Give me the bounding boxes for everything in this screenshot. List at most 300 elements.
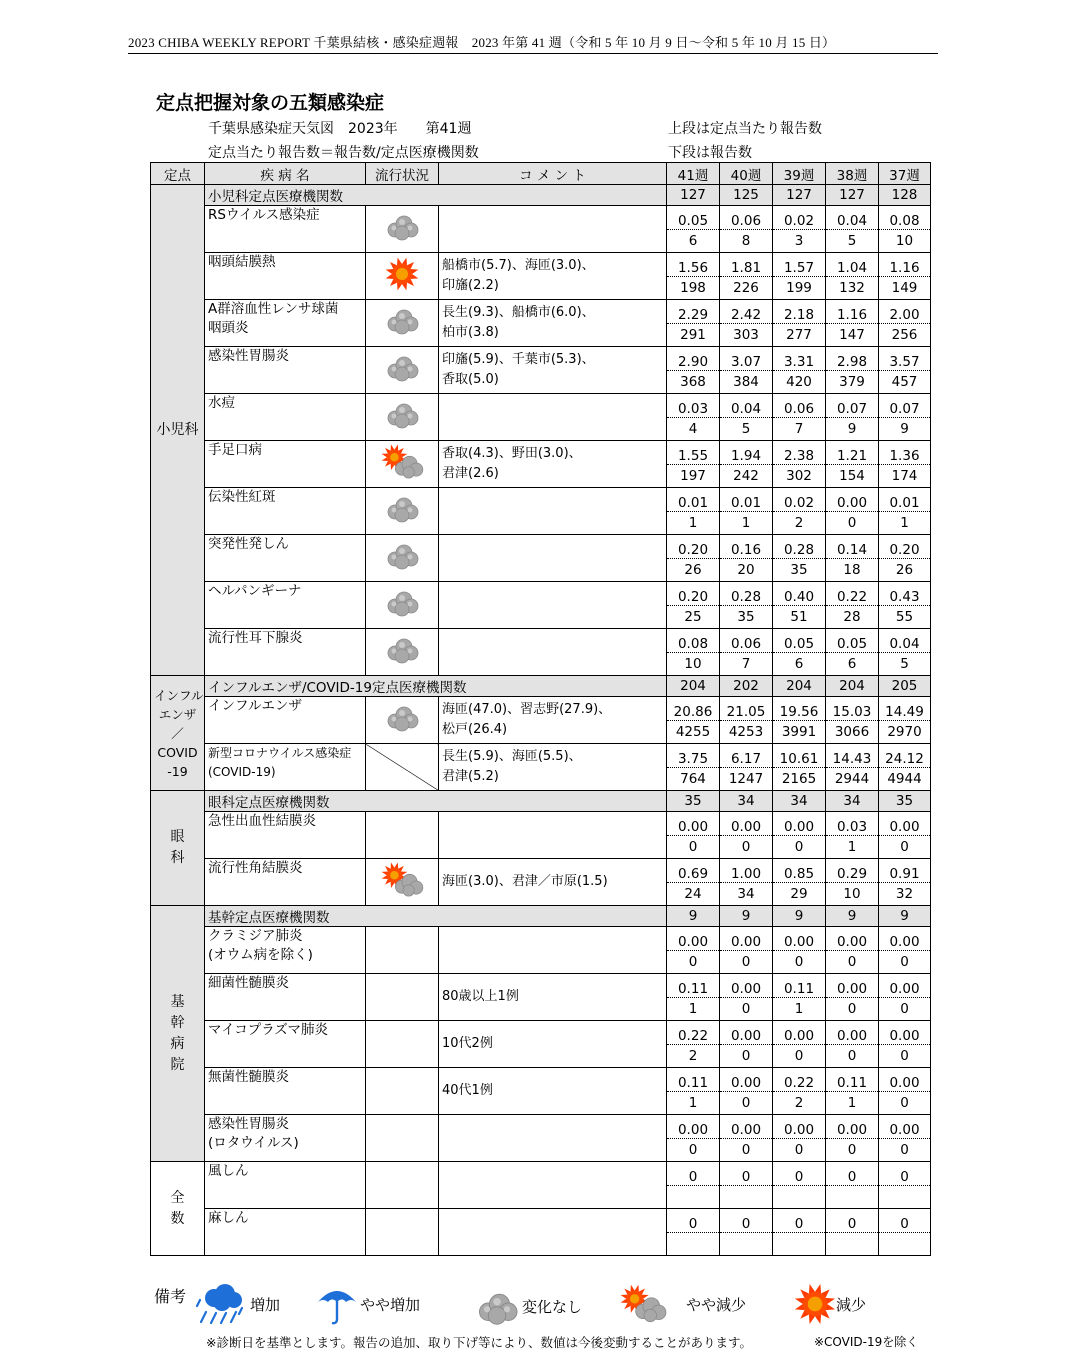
disease-row bbox=[151, 859, 931, 883]
rate-value: 1.56 bbox=[667, 253, 720, 277]
facility-count: 127 bbox=[826, 185, 879, 206]
count-value: 242 bbox=[720, 465, 773, 488]
count-value: 5 bbox=[879, 653, 931, 676]
count-value: 2 bbox=[773, 512, 826, 535]
rate-value: 14.43 bbox=[826, 744, 879, 768]
cloud-icon bbox=[382, 538, 422, 578]
disease-name: RSウイルス感染症 bbox=[208, 207, 320, 223]
comment-text: 印旛(5.9)、千葉市(5.3)、 bbox=[442, 352, 595, 367]
rate-value: 1.04 bbox=[826, 253, 879, 277]
disease-name-cell bbox=[205, 394, 366, 441]
count-value: 0 bbox=[826, 1139, 879, 1162]
legend-text: 減少 bbox=[836, 1296, 867, 1314]
disease-name: (オウム病を除く) bbox=[208, 947, 313, 963]
rate-value: 0.03 bbox=[826, 812, 879, 836]
count-value: 3991 bbox=[773, 721, 826, 744]
status-cell bbox=[366, 300, 439, 347]
rate-value: 0.06 bbox=[720, 206, 773, 230]
count-value: 2970 bbox=[879, 721, 931, 744]
count-value: 384 bbox=[720, 371, 773, 394]
rate-value: 0.22 bbox=[667, 1021, 720, 1045]
facility-count: 34 bbox=[773, 791, 826, 812]
rate-value: 0.00 bbox=[879, 1115, 931, 1139]
count-value bbox=[879, 1186, 931, 1209]
disease-row bbox=[151, 974, 931, 998]
col-header-status: 流行状況 bbox=[366, 163, 439, 185]
category-text: 基 幹 病 院 bbox=[170, 993, 185, 1073]
count-value bbox=[773, 1233, 826, 1256]
legend-text: やや減少 bbox=[686, 1296, 747, 1314]
col-header-teiten: 定点 bbox=[151, 163, 205, 185]
count-value: 20 bbox=[720, 559, 773, 582]
count-value: 7 bbox=[773, 418, 826, 441]
comment-cell bbox=[439, 859, 667, 906]
count-value: 10 bbox=[879, 230, 931, 253]
category-text: 全 数 bbox=[170, 1189, 185, 1227]
rate-value: 0.01 bbox=[879, 488, 931, 512]
sun-cloud-icon bbox=[618, 1282, 668, 1330]
col-header-week: 40週 bbox=[720, 163, 773, 185]
disease-name: 細菌性髄膜炎 bbox=[208, 975, 289, 991]
comment-text: 君津(5.2) bbox=[442, 769, 499, 784]
rate-value: 0.00 bbox=[667, 1115, 720, 1139]
rate-value: 1.16 bbox=[826, 300, 879, 324]
rate-value: 0.02 bbox=[773, 206, 826, 230]
rate-value: 2.00 bbox=[879, 300, 931, 324]
rate-value: 0.05 bbox=[826, 629, 879, 653]
count-value: 0 bbox=[720, 1139, 773, 1162]
cloud-icon bbox=[472, 1286, 522, 1334]
status-cell bbox=[366, 347, 439, 394]
count-value: 147 bbox=[826, 324, 879, 347]
comment-cell bbox=[439, 347, 667, 394]
rate-value: 0.00 bbox=[773, 812, 826, 836]
status-cell bbox=[366, 394, 439, 441]
rate-value: 0 bbox=[720, 1162, 773, 1186]
rate-value: 0.20 bbox=[879, 535, 931, 559]
count-value: 198 bbox=[667, 277, 720, 300]
disease-row bbox=[151, 488, 931, 512]
facility-count-row bbox=[151, 676, 931, 697]
rate-value: 0.00 bbox=[720, 974, 773, 998]
facility-count: 9 bbox=[879, 906, 931, 927]
comment-cell bbox=[439, 206, 667, 253]
rate-value: 0.00 bbox=[773, 927, 826, 951]
rate-value: 0.00 bbox=[667, 812, 720, 836]
rate-value: 0.07 bbox=[879, 394, 931, 418]
subtitle-lower-row: 下段は報告数 bbox=[668, 145, 752, 161]
count-value: 0 bbox=[879, 951, 931, 974]
disease-name-cell bbox=[205, 1162, 366, 1209]
rate-value: 3.31 bbox=[773, 347, 826, 371]
rate-value: 0.00 bbox=[879, 1068, 931, 1092]
disease-row bbox=[151, 1115, 931, 1139]
subtitle-weather-map: 千葉県感染症天気図 2023年 第41週 bbox=[208, 121, 472, 137]
count-value: 35 bbox=[773, 559, 826, 582]
count-value: 0 bbox=[720, 1092, 773, 1115]
disease-name: クラミジア肺炎 bbox=[208, 928, 303, 944]
rate-value: 1.16 bbox=[879, 253, 931, 277]
disease-row bbox=[151, 927, 931, 951]
count-value: 0 bbox=[773, 1045, 826, 1068]
rate-value: 0 bbox=[773, 1209, 826, 1233]
count-value: 302 bbox=[773, 465, 826, 488]
count-value: 28 bbox=[826, 606, 879, 629]
rate-value: 0.00 bbox=[826, 974, 879, 998]
rate-value: 0.00 bbox=[879, 927, 931, 951]
rate-value: 2.18 bbox=[773, 300, 826, 324]
disease-name: 感染性胃腸炎 bbox=[208, 348, 289, 364]
facility-count: 204 bbox=[773, 676, 826, 697]
count-value: 457 bbox=[879, 371, 931, 394]
surveillance-table bbox=[150, 162, 931, 1256]
count-value: 1 bbox=[667, 998, 720, 1021]
disease-name: ヘルパンギーナ bbox=[208, 583, 302, 599]
status-cell bbox=[366, 697, 439, 744]
rate-value: 0.00 bbox=[826, 927, 879, 951]
comment-cell bbox=[439, 697, 667, 744]
rate-value: 0.69 bbox=[667, 859, 720, 883]
comment-cell bbox=[439, 1209, 667, 1256]
disease-name-cell bbox=[205, 441, 366, 488]
count-value: 0 bbox=[826, 512, 879, 535]
count-value: 1 bbox=[773, 998, 826, 1021]
count-value: 6 bbox=[667, 230, 720, 253]
rate-value: 21.05 bbox=[720, 697, 773, 721]
disease-row bbox=[151, 1209, 931, 1233]
rate-value: 0.28 bbox=[720, 582, 773, 606]
count-value: 25 bbox=[667, 606, 720, 629]
facility-label: 小児科定点医療機関数 bbox=[205, 185, 667, 206]
count-value: 5 bbox=[826, 230, 879, 253]
count-value: 9 bbox=[879, 418, 931, 441]
disease-name-cell bbox=[205, 253, 366, 300]
legend-text: 変化なし bbox=[522, 1298, 583, 1316]
count-value: 18 bbox=[826, 559, 879, 582]
legend-label: 備考 bbox=[154, 1287, 187, 1306]
disease-name-cell bbox=[205, 629, 366, 676]
disease-name-cell bbox=[205, 744, 366, 791]
rate-value: 0 bbox=[720, 1209, 773, 1233]
facility-count-row bbox=[151, 906, 931, 927]
col-header-disease: 疾 病 名 bbox=[205, 163, 366, 185]
count-value bbox=[720, 1233, 773, 1256]
category-label bbox=[151, 791, 205, 906]
comment-cell bbox=[439, 744, 667, 791]
facility-count: 125 bbox=[720, 185, 773, 206]
count-value: 4255 bbox=[667, 721, 720, 744]
count-value: 0 bbox=[826, 951, 879, 974]
comment-cell bbox=[439, 582, 667, 629]
comment-text: 印旛(2.2) bbox=[442, 278, 499, 293]
rate-value: 0.01 bbox=[720, 488, 773, 512]
comment-cell bbox=[439, 441, 667, 488]
count-value: 154 bbox=[826, 465, 879, 488]
rate-value: 0.00 bbox=[720, 1115, 773, 1139]
footnote-covid: ※COVID-19を除く bbox=[814, 1335, 919, 1349]
comment-text: 長生(9.3)、船橋市(6.0)、 bbox=[442, 305, 595, 320]
rate-value: 0.00 bbox=[826, 488, 879, 512]
rate-value: 20.86 bbox=[667, 697, 720, 721]
count-value: 1247 bbox=[720, 768, 773, 791]
status-cell bbox=[366, 206, 439, 253]
count-value: 368 bbox=[667, 371, 720, 394]
facility-label: 眼科定点医療機関数 bbox=[205, 791, 667, 812]
disease-row bbox=[151, 394, 931, 418]
count-value: 0 bbox=[720, 836, 773, 859]
count-value: 4253 bbox=[720, 721, 773, 744]
disease-name: 風しん bbox=[208, 1163, 249, 1179]
rate-value: 0 bbox=[826, 1162, 879, 1186]
count-value: 3 bbox=[773, 230, 826, 253]
facility-count: 128 bbox=[879, 185, 931, 206]
facility-count: 127 bbox=[773, 185, 826, 206]
disease-name-cell bbox=[205, 535, 366, 582]
col-header-week: 41週 bbox=[667, 163, 720, 185]
disease-name: (ロタウイルス) bbox=[208, 1135, 299, 1151]
comment-cell bbox=[439, 812, 667, 859]
rate-value: 2.29 bbox=[667, 300, 720, 324]
disease-row bbox=[151, 253, 931, 277]
disease-row bbox=[151, 582, 931, 606]
disease-name: マイコプラズマ肺炎 bbox=[208, 1022, 329, 1038]
disease-name: 新型コロナウイルス感染症 bbox=[208, 746, 352, 760]
disease-name-cell bbox=[205, 812, 366, 859]
disease-name: 感染性胃腸炎 bbox=[208, 1116, 289, 1132]
count-value: 256 bbox=[879, 324, 931, 347]
rate-value: 0.06 bbox=[720, 629, 773, 653]
status-cell bbox=[366, 1209, 439, 1256]
rate-value: 0.07 bbox=[826, 394, 879, 418]
count-value: 132 bbox=[826, 277, 879, 300]
sun-icon bbox=[790, 1282, 840, 1330]
subtitle-upper-row: 上段は定点当たり報告数 bbox=[668, 121, 822, 137]
category-label bbox=[151, 906, 205, 1162]
disease-name-cell bbox=[205, 1115, 366, 1162]
comment-cell bbox=[439, 629, 667, 676]
count-value: 2 bbox=[667, 1045, 720, 1068]
rate-value: 1.21 bbox=[826, 441, 879, 465]
comment-text: 香取(5.0) bbox=[442, 372, 499, 387]
rate-value: 0.28 bbox=[773, 535, 826, 559]
rate-value: 3.75 bbox=[667, 744, 720, 768]
category-label bbox=[151, 185, 205, 676]
count-value: 0 bbox=[879, 1139, 931, 1162]
rate-value: 0.22 bbox=[773, 1068, 826, 1092]
rate-value: 0 bbox=[826, 1209, 879, 1233]
cloud-icon bbox=[382, 397, 422, 437]
count-value: 6 bbox=[826, 653, 879, 676]
rate-value: 0.00 bbox=[826, 1115, 879, 1139]
status-cell bbox=[366, 744, 439, 791]
count-value: 2 bbox=[773, 1092, 826, 1115]
rate-value: 2.42 bbox=[720, 300, 773, 324]
disease-name-cell bbox=[205, 1209, 366, 1256]
status-cell bbox=[366, 488, 439, 535]
count-value: 0 bbox=[720, 1045, 773, 1068]
subtitle-formula: 定点当たり報告数＝報告数/定点医療機関数 bbox=[208, 145, 479, 161]
rate-value: 0.00 bbox=[720, 812, 773, 836]
facility-count: 205 bbox=[879, 676, 931, 697]
rate-value: 0.91 bbox=[879, 859, 931, 883]
count-value: 1 bbox=[720, 512, 773, 535]
count-value: 764 bbox=[667, 768, 720, 791]
facility-count: 9 bbox=[720, 906, 773, 927]
rate-value: 2.90 bbox=[667, 347, 720, 371]
rate-value: 0.14 bbox=[826, 535, 879, 559]
rate-value: 1.00 bbox=[720, 859, 773, 883]
sun-cloud-icon bbox=[377, 862, 427, 902]
disease-name: 急性出血性結膜炎 bbox=[208, 813, 316, 829]
facility-count-row bbox=[151, 185, 931, 206]
comment-cell bbox=[439, 974, 667, 1021]
comment-cell bbox=[439, 1162, 667, 1209]
count-value: 0 bbox=[826, 1045, 879, 1068]
rate-value: 1.55 bbox=[667, 441, 720, 465]
comment-text: 10代2例 bbox=[442, 1036, 493, 1051]
count-value: 199 bbox=[773, 277, 826, 300]
count-value: 303 bbox=[720, 324, 773, 347]
rate-value: 0.43 bbox=[879, 582, 931, 606]
category-text: インフル エンザ ／ COVID -19 bbox=[154, 687, 204, 779]
rate-value: 0.00 bbox=[720, 1021, 773, 1045]
rate-value: 0.00 bbox=[879, 974, 931, 998]
rate-value: 0 bbox=[879, 1162, 931, 1186]
comment-cell bbox=[439, 253, 667, 300]
rate-value: 0.20 bbox=[667, 582, 720, 606]
cloud-icon bbox=[382, 209, 422, 249]
count-value bbox=[667, 1233, 720, 1256]
rate-value: 0.00 bbox=[720, 927, 773, 951]
rate-value: 0.00 bbox=[720, 1068, 773, 1092]
count-value: 35 bbox=[720, 606, 773, 629]
comment-text: 松戸(26.4) bbox=[442, 722, 508, 737]
count-value: 1 bbox=[667, 1092, 720, 1115]
count-value: 0 bbox=[879, 1092, 931, 1115]
rate-value: 1.94 bbox=[720, 441, 773, 465]
category-label bbox=[151, 676, 205, 791]
comment-cell bbox=[439, 488, 667, 535]
count-value: 51 bbox=[773, 606, 826, 629]
rate-value: 0.03 bbox=[667, 394, 720, 418]
count-value: 0 bbox=[773, 951, 826, 974]
rate-value: 0.05 bbox=[773, 629, 826, 653]
status-cell bbox=[366, 859, 439, 906]
rate-value: 1.81 bbox=[720, 253, 773, 277]
status-cell bbox=[366, 582, 439, 629]
disease-name-cell bbox=[205, 347, 366, 394]
cloud-icon bbox=[382, 585, 422, 625]
count-value: 7 bbox=[720, 653, 773, 676]
disease-row bbox=[151, 347, 931, 371]
rate-value: 3.57 bbox=[879, 347, 931, 371]
rate-value: 0.08 bbox=[667, 629, 720, 653]
comment-text: 80歳以上1例 bbox=[442, 989, 519, 1004]
rate-value: 0.20 bbox=[667, 535, 720, 559]
cloud-icon bbox=[382, 700, 422, 740]
cloud-icon bbox=[382, 491, 422, 531]
status-cell bbox=[366, 927, 439, 974]
rate-value: 0.40 bbox=[773, 582, 826, 606]
disease-name-cell bbox=[205, 582, 366, 629]
disease-name: A群溶血性レンサ球菌 bbox=[208, 301, 339, 317]
facility-count: 34 bbox=[720, 791, 773, 812]
count-value: 8 bbox=[720, 230, 773, 253]
cloud-icon bbox=[382, 632, 422, 672]
disease-row bbox=[151, 206, 931, 230]
comment-cell bbox=[439, 535, 667, 582]
disease-row bbox=[151, 1068, 931, 1092]
count-value: 10 bbox=[667, 653, 720, 676]
facility-count: 9 bbox=[826, 906, 879, 927]
rate-value: 0.02 bbox=[773, 488, 826, 512]
count-value: 3066 bbox=[826, 721, 879, 744]
disease-name: 咽頭結膜熱 bbox=[208, 254, 276, 270]
facility-count: 204 bbox=[826, 676, 879, 697]
facility-count: 35 bbox=[879, 791, 931, 812]
count-value: 0 bbox=[773, 1139, 826, 1162]
status-cell bbox=[366, 1162, 439, 1209]
count-value bbox=[667, 1186, 720, 1209]
count-value bbox=[826, 1233, 879, 1256]
rate-value: 3.07 bbox=[720, 347, 773, 371]
status-cell bbox=[366, 535, 439, 582]
status-cell bbox=[366, 629, 439, 676]
count-value: 55 bbox=[879, 606, 931, 629]
disease-name: 手足口病 bbox=[208, 442, 262, 458]
disease-name: インフルエンザ bbox=[208, 698, 302, 714]
rate-value: 1.57 bbox=[773, 253, 826, 277]
disease-name-cell bbox=[205, 697, 366, 744]
count-value: 34 bbox=[720, 883, 773, 906]
rate-value: 0.00 bbox=[879, 812, 931, 836]
count-value: 291 bbox=[667, 324, 720, 347]
facility-count: 34 bbox=[826, 791, 879, 812]
comment-cell bbox=[439, 927, 667, 974]
rate-value: 0.08 bbox=[879, 206, 931, 230]
comment-text: 君津(2.6) bbox=[442, 466, 499, 481]
rate-value: 0.06 bbox=[773, 394, 826, 418]
rate-value: 0.04 bbox=[826, 206, 879, 230]
count-value: 1 bbox=[826, 836, 879, 859]
rate-value: 0.00 bbox=[879, 1021, 931, 1045]
count-value: 24 bbox=[667, 883, 720, 906]
sun-cloud-icon bbox=[377, 444, 427, 484]
count-value: 149 bbox=[879, 277, 931, 300]
facility-count: 9 bbox=[773, 906, 826, 927]
count-value: 0 bbox=[667, 836, 720, 859]
disease-name: 無菌性髄膜炎 bbox=[208, 1069, 289, 1085]
count-value: 5 bbox=[720, 418, 773, 441]
disease-name-cell bbox=[205, 974, 366, 1021]
comment-cell bbox=[439, 1115, 667, 1162]
rate-value: 0.05 bbox=[667, 206, 720, 230]
rate-value: 1.36 bbox=[879, 441, 931, 465]
status-cell bbox=[366, 974, 439, 1021]
page-title: 定点把握対象の五類感染症 bbox=[156, 92, 385, 114]
disease-row bbox=[151, 441, 931, 465]
rate-value: 0 bbox=[667, 1209, 720, 1233]
count-value: 174 bbox=[879, 465, 931, 488]
disease-name-cell bbox=[205, 1021, 366, 1068]
rate-value: 0.00 bbox=[826, 1021, 879, 1045]
comment-cell bbox=[439, 1021, 667, 1068]
count-value: 0 bbox=[879, 836, 931, 859]
disease-name-cell bbox=[205, 859, 366, 906]
legend bbox=[150, 1282, 930, 1330]
rate-value: 19.56 bbox=[773, 697, 826, 721]
disease-name: 麻しん bbox=[208, 1210, 249, 1226]
